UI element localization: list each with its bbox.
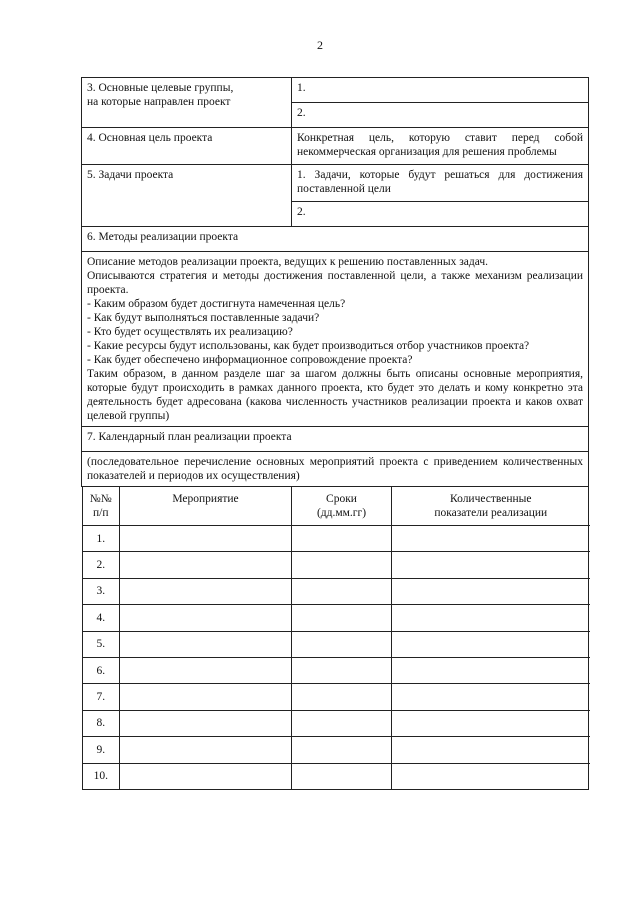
plan-row-indicators-cell[interactable] <box>392 710 590 736</box>
plan-row-number: 6. <box>83 657 120 683</box>
methods-line-3: - Каким образом будет достигнута намеченная цель? <box>87 298 346 310</box>
plan-row-event-cell[interactable] <box>120 526 292 552</box>
calendar-plan-table <box>83 487 590 789</box>
plan-row <box>83 526 590 552</box>
plan-row-indicators-cell[interactable] <box>392 763 590 789</box>
plan-row-indicators-cell[interactable] <box>392 605 590 631</box>
plan-row-number: 4. <box>83 605 120 631</box>
methods-line-2: Описываются стратегия и методы достижения поставленной цели, а также механизм реализации проекта. <box>87 270 583 296</box>
plan-row-indicators-cell[interactable] <box>392 737 590 763</box>
project-task-2[interactable]: 2. <box>292 202 589 227</box>
plan-row-indicators-cell[interactable] <box>392 526 590 552</box>
plan-row-dates-cell[interactable] <box>292 763 392 789</box>
plan-row-dates-cell[interactable] <box>292 710 392 736</box>
calendar-plan-container <box>82 487 589 790</box>
plan-row-dates-cell[interactable] <box>292 552 392 578</box>
methods-label: 6. Методы реализации проекта <box>82 227 589 252</box>
project-goal-value[interactable]: Конкретная цель, которую ставит перед собой некоммерческая организация для решения проблемы <box>292 128 589 165</box>
plan-row <box>83 578 590 604</box>
plan-row-indicators-cell[interactable] <box>392 552 590 578</box>
plan-row-event-cell[interactable] <box>120 684 292 710</box>
calendar-plan-note: (последовательное перечисление основных мероприятий проекта с приведением количественных показателей и периодов их осуществления) <box>82 452 589 487</box>
plan-row-event-cell[interactable] <box>120 657 292 683</box>
plan-row-number: 10. <box>83 763 120 789</box>
col-number-header: №№ п/п <box>83 487 120 526</box>
plan-row-event-cell[interactable] <box>120 605 292 631</box>
plan-row-indicators-cell[interactable] <box>392 657 590 683</box>
plan-row-dates-cell[interactable] <box>292 605 392 631</box>
col-event-header: Мероприятие <box>120 487 292 526</box>
plan-row-indicators-cell[interactable] <box>392 578 590 604</box>
plan-row-event-cell[interactable] <box>120 552 292 578</box>
plan-row-event-cell[interactable] <box>120 631 292 657</box>
plan-row-number: 2. <box>83 552 120 578</box>
methods-line-7: - Как будет обеспечено информационное сопровождение проекта? <box>87 354 413 366</box>
target-group-2[interactable]: 2. <box>292 103 589 128</box>
methods-line-4: - Как будут выполняться поставленные задачи? <box>87 312 320 324</box>
project-form-table <box>81 77 589 790</box>
plan-row <box>83 710 590 736</box>
calendar-plan-body <box>83 526 590 789</box>
plan-row-dates-cell[interactable] <box>292 737 392 763</box>
target-group-1[interactable]: 1. <box>292 78 589 103</box>
plan-row-number: 3. <box>83 578 120 604</box>
project-goal-label: 4. Основная цель проекта <box>82 128 292 165</box>
page-number: 2 <box>317 38 323 52</box>
target-groups-label: 3. Основные целевые группы, на которые направлен проект <box>82 78 292 128</box>
col-indicators-header: Количественные показатели реализации <box>392 487 590 526</box>
plan-row-dates-cell[interactable] <box>292 526 392 552</box>
plan-row-number: 8. <box>83 710 120 736</box>
methods-description[interactable] <box>82 252 589 427</box>
project-task-1[interactable]: 1. Задачи, которые будут решаться для достижения поставленной цели <box>292 165 589 202</box>
plan-row-indicators-cell[interactable] <box>392 631 590 657</box>
plan-row-event-cell[interactable] <box>120 763 292 789</box>
plan-row <box>83 657 590 683</box>
plan-row <box>83 552 590 578</box>
plan-row-dates-cell[interactable] <box>292 578 392 604</box>
methods-line-1: Описание методов реализации проекта, ведущих к решению поставленных задач. <box>87 256 489 268</box>
plan-row-number: 5. <box>83 631 120 657</box>
plan-row <box>83 605 590 631</box>
plan-row <box>83 631 590 657</box>
methods-line-5: - Кто будет осуществлять их реализацию? <box>87 326 293 338</box>
methods-line-6: - Какие ресурсы будут использованы, как будет производиться отбор участников проекта? <box>87 340 530 352</box>
plan-row-indicators-cell[interactable] <box>392 684 590 710</box>
plan-row-dates-cell[interactable] <box>292 631 392 657</box>
calendar-plan-label: 7. Календарный план реализации проекта <box>82 427 589 452</box>
plan-row-dates-cell[interactable] <box>292 684 392 710</box>
plan-row-number: 7. <box>83 684 120 710</box>
methods-line-8: Таким образом, в данном разделе шаг за шагом должны быть описаны основные мероприятия, которые будут происходить в рамках данного проекта, кто будет это делать и кому конкретно эта деятельность будет адресована (какова численность участников реализации проекта и каков охват целевой группы) <box>87 368 583 422</box>
plan-row-number: 9. <box>83 737 120 763</box>
plan-row <box>83 684 590 710</box>
plan-row <box>83 737 590 763</box>
plan-row-event-cell[interactable] <box>120 710 292 736</box>
col-dates-header: Сроки (дд.мм.гг) <box>292 487 392 526</box>
project-tasks-label: 5. Задачи проекта <box>82 165 292 227</box>
plan-row <box>83 763 590 789</box>
plan-row-number: 1. <box>83 526 120 552</box>
plan-row-event-cell[interactable] <box>120 737 292 763</box>
plan-row-event-cell[interactable] <box>120 578 292 604</box>
plan-row-dates-cell[interactable] <box>292 657 392 683</box>
